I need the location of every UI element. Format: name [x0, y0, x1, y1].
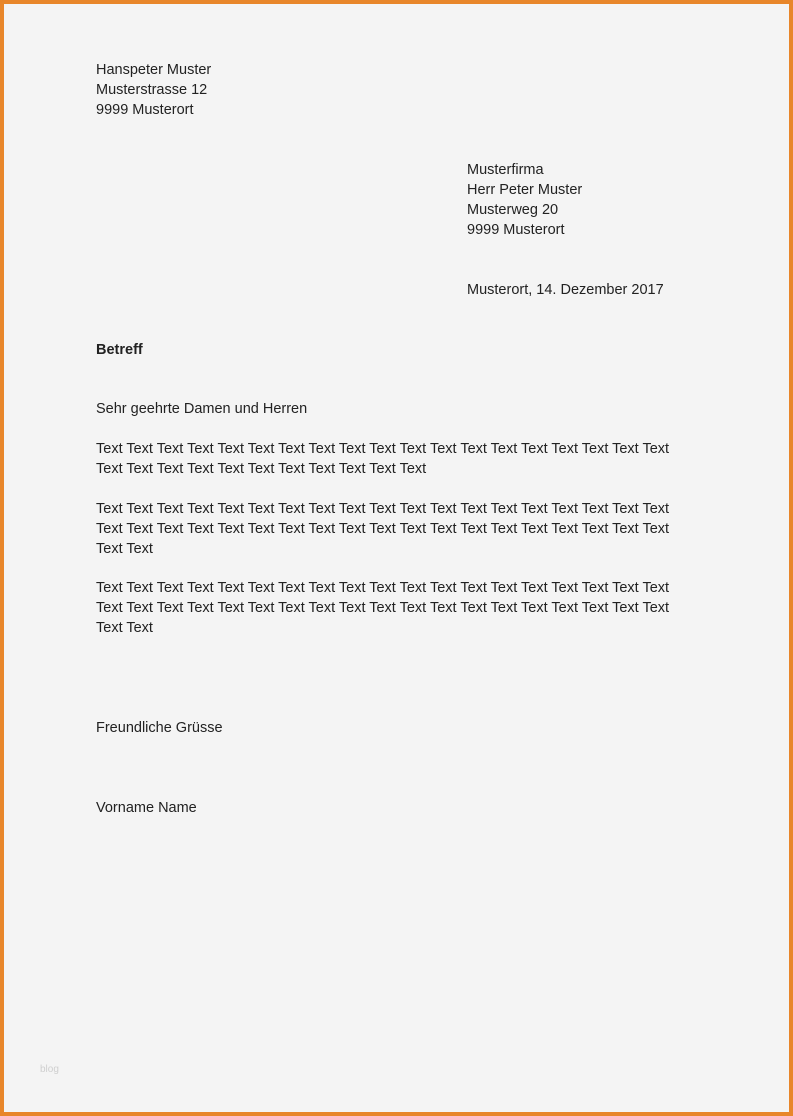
sender-address	[96, 60, 211, 120]
watermark: blog	[40, 1064, 59, 1075]
recipient-company: Musterfirma	[467, 162, 544, 178]
paragraph-line: Text Text Text Text Text Text Text Text Text Text Text	[96, 461, 427, 477]
letter-date: Musterort, 14. Dezember 2017	[467, 282, 664, 298]
paragraph-line: Text Text Text Text Text Text Text Text Text Text Text Text Text Text Text Text Text Text Text	[96, 521, 670, 537]
sender-city: 9999 Musterort	[96, 102, 194, 118]
paragraph-line: Text Text Text Text Text Text Text Text Text Text Text Text Text Text Text Text Text Text Text	[96, 600, 670, 616]
recipient-city: 9999 Musterort	[467, 222, 565, 238]
paragraph-line: Text Text Text Text Text Text Text Text Text Text Text Text Text Text Text Text Text Text Text	[96, 501, 670, 517]
sender-name: Hanspeter Muster	[96, 62, 212, 78]
paragraph-line: Text Text Text Text Text Text Text Text Text Text Text Text Text Text Text Text Text Text Text	[96, 441, 670, 457]
recipient-person: Herr Peter Muster	[467, 182, 583, 198]
letter-subject: Betreff	[96, 342, 143, 358]
recipient-address	[467, 160, 582, 240]
paragraph-line: Text Text	[96, 541, 153, 557]
paragraph-line: Text Text Text Text Text Text Text Text Text Text Text Text Text Text Text Text Text Text Text	[96, 580, 670, 596]
body-paragraph	[96, 578, 716, 638]
body-paragraph	[96, 499, 716, 559]
body-paragraph	[96, 439, 716, 479]
paragraph-line: Text Text	[96, 620, 153, 636]
letter-signature: Vorname Name	[96, 800, 197, 816]
letter-closing: Freundliche Grüsse	[96, 720, 223, 736]
letter-salutation: Sehr geehrte Damen und Herren	[96, 401, 308, 417]
recipient-street: Musterweg 20	[467, 202, 559, 218]
sender-street: Musterstrasse 12	[96, 82, 208, 98]
